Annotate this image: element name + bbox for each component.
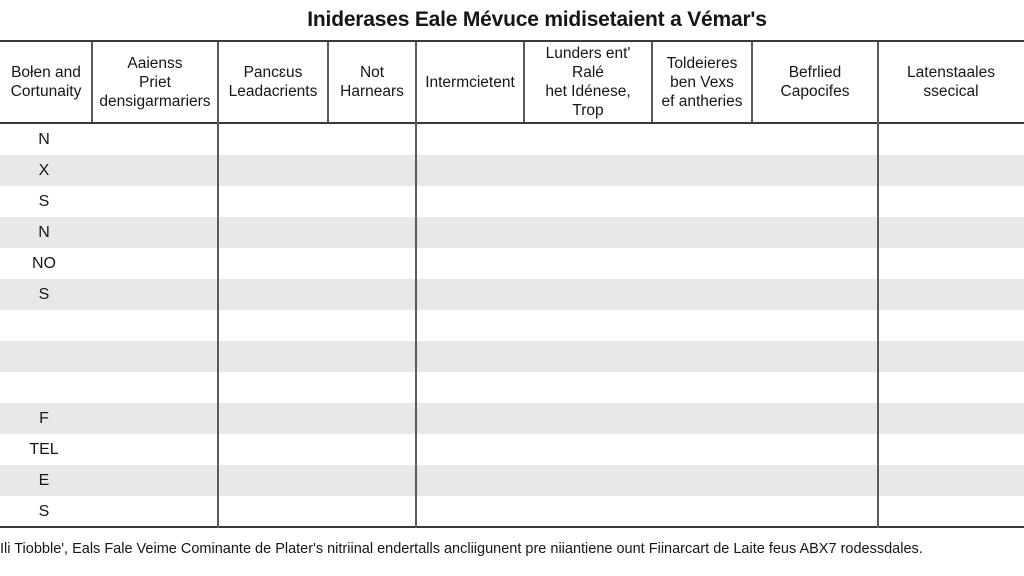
column-divider: [651, 42, 653, 122]
table-row: [0, 155, 1024, 186]
column-divider: [217, 42, 219, 528]
column-header: Befrlied Capocifes: [780, 64, 850, 100]
column-divider: [327, 42, 329, 122]
row-label: N: [38, 130, 50, 148]
row-label: S: [38, 502, 50, 520]
data-table: [0, 40, 1024, 528]
page-title: Iniderases Eale Mévuce midisetaient a Vémar's: [307, 8, 767, 31]
table-row: [0, 248, 1024, 279]
row-label: S: [38, 285, 50, 303]
column-divider: [415, 42, 417, 528]
column-divider: [91, 42, 93, 122]
column-header: Latenstaales ssecical: [907, 64, 995, 100]
row-label: [0, 372, 88, 403]
table-row: [0, 341, 1024, 372]
column-divider: [751, 42, 753, 122]
column-divider: [523, 42, 525, 122]
row-label: N: [38, 223, 50, 241]
column-header: Toldeieres ben Vexs ef antheries: [661, 54, 743, 110]
table-row: [0, 279, 1024, 310]
row-label: [0, 341, 88, 372]
column-header: Pancɛus Leadacrients: [228, 64, 318, 100]
column-header: Aaienss Priet densigarmariers: [99, 54, 211, 110]
row-label: NO: [32, 254, 56, 272]
row-label: F: [39, 409, 49, 427]
table-row: [0, 217, 1024, 248]
row-label: E: [38, 471, 50, 489]
table-row: [0, 403, 1024, 434]
footnote: Ili Tiobble', Eals Fale Veime Cominante de Plater's nitriinal endertalls ancliigunent pre niiantiene ount Fiinarcart de Laite feus ABX7 rodessdales.: [0, 541, 923, 557]
table-row: [0, 124, 1024, 155]
table-row: [0, 434, 1024, 465]
table-row: [0, 465, 1024, 496]
column-header: Bołen and Cortunaity: [10, 64, 82, 100]
row-label: X: [38, 161, 50, 179]
column-header: Not Harnears: [340, 64, 404, 100]
row-label: [0, 310, 88, 341]
row-label: TEL: [29, 440, 59, 458]
table-row: [0, 310, 1024, 341]
table-row: [0, 372, 1024, 403]
column-header: Lunders ent' Ralé het Idénese, Trop: [545, 45, 631, 119]
column-divider: [877, 42, 879, 528]
header-row: [0, 42, 1024, 124]
row-label: S: [38, 192, 50, 210]
table-body: [0, 124, 1024, 528]
table-row: [0, 496, 1024, 527]
table-row: [0, 186, 1024, 217]
column-header: Intermcietent: [425, 73, 515, 91]
